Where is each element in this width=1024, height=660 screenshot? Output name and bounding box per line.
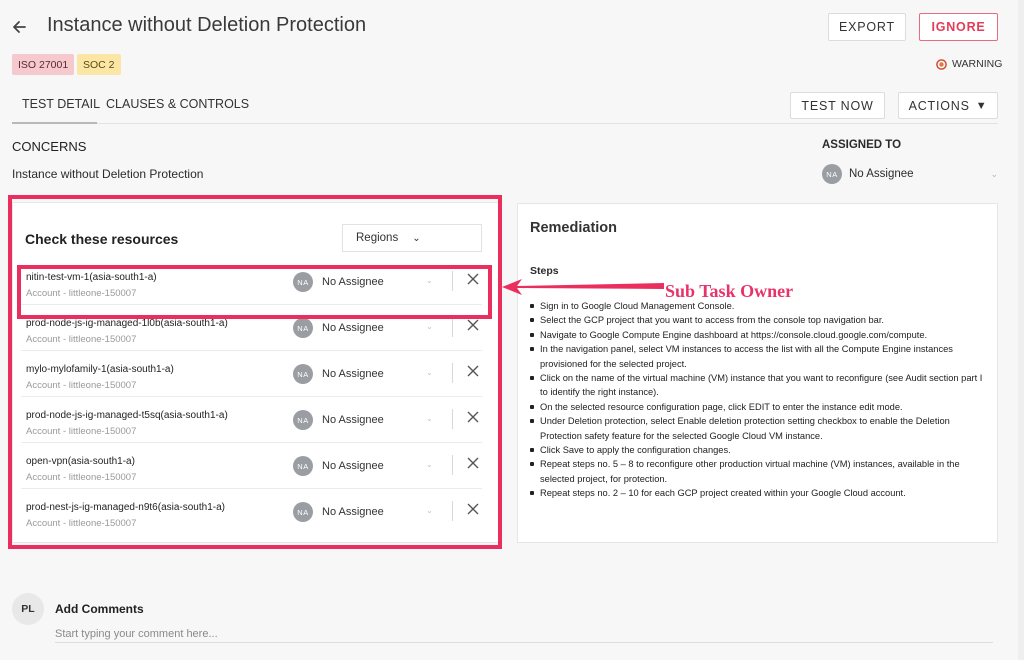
resources-title: Check these resources [25,231,179,247]
resource-account: Account - littleone-150007 [26,334,137,345]
list-item: Under Deletion protection, select Enable deletion protection setting checkbox to enable the Deletion Protection safety feature for the selected Google Cloud VM instance. [528,414,990,443]
severity-indicator [936,58,1002,70]
resource-account: Account - littleone-150007 [26,288,137,299]
annotation-label: Sub Task Owner [665,281,794,301]
highlight-resources-box [8,195,502,549]
scrollbar[interactable] [1018,0,1024,660]
chevron-down-icon: ⌄ [426,414,433,423]
assignee-select[interactable] [822,164,998,184]
avatar: NA [822,164,842,184]
badge-soc-2: SOC 2 [77,54,121,75]
remediation-steps [528,299,990,501]
tab-test-detail[interactable]: TEST DETAIL [22,97,101,111]
chevron-down-icon: ⌄ [426,506,433,515]
severity-label: WARNING [952,58,1003,70]
actions-label: ACTIONS [908,98,970,113]
resource-assignee: No Assignee [322,322,384,334]
resource-assignee: No Assignee [322,460,384,472]
remediation-title: Remediation [530,220,618,236]
export-button[interactable]: EXPORT [828,13,906,41]
caret-down-icon: ▼ [975,99,988,112]
resource-account: Account - littleone-150007 [26,518,137,529]
badge-iso-27001: ISO 27001 [12,54,74,75]
avatar: NA [293,364,313,384]
warning-icon [936,59,947,70]
resource-account: Account - littleone-150007 [26,380,137,391]
add-comments-label: Add Comments [55,602,144,616]
chevron-down-icon: ⌄ [412,232,421,244]
chevron-down-icon: ⌄ [426,322,433,331]
comment-input[interactable] [55,625,993,643]
annotation-arrow-icon [498,275,668,299]
avatar: NA [293,410,313,430]
list-item: Navigate to Google Compute Engine dashboard at https://console.cloud.google.com/compute. [528,328,990,342]
resource-name: prod-nest-js-ig-managed-n9t6(asia-south1-a) [26,502,225,513]
list-item: In the navigation panel, select VM instances to access the list with all the Compute Engine instances provisioned for the selected project. [528,342,990,371]
back-arrow-icon[interactable] [10,16,28,38]
actions-dropdown[interactable] [898,92,998,119]
list-item: Sign in to Google Cloud Management Console. [528,299,990,313]
resource-name: prod-node-js-ig-managed-1l0b(asia-south1-a) [26,318,228,329]
resource-assignee: No Assignee [322,276,384,288]
resource-assignee: No Assignee [322,506,384,518]
resource-account: Account - littleone-150007 [26,472,137,483]
list-item: Repeat steps no. 2 – 10 for each GCP project created within your Google Cloud account. [528,486,990,500]
avatar: NA [293,502,313,522]
user-avatar: PL [12,593,44,625]
resource-assignee: No Assignee [322,414,384,426]
active-tab-indicator [12,122,97,124]
chevron-down-icon: ⌄ [426,276,433,285]
assignee-value: No Assignee [849,168,914,180]
chevron-down-icon: ⌄ [990,168,998,179]
concerns-label: CONCERNS [12,139,87,154]
highlight-first-row-box [17,265,492,319]
list-item: On the selected resource configuration page, click EDIT to enter the instance edit mode. [528,400,990,414]
list-item: Select the GCP project that you want to access from the console top navigation bar. [528,313,990,327]
page-title: Instance without Deletion Protection [47,14,367,36]
list-item: Click Save to apply the configuration changes. [528,443,990,457]
avatar: NA [293,456,313,476]
test-now-button[interactable]: TEST NOW [790,92,885,119]
chevron-down-icon: ⌄ [426,368,433,377]
chevron-down-icon: ⌄ [426,460,433,469]
list-item: Click on the name of the virtual machine (VM) instance that you want to reconfigure (see Audit section part I to identify the right instance). [528,371,990,400]
assigned-to-label: ASSIGNED TO [822,139,902,151]
resource-name: mylo-mylofamily-1(asia-south1-a) [26,364,174,375]
resource-name: prod-node-js-ig-managed-t5sq(asia-south1-a) [26,410,228,421]
steps-label: Steps [530,265,559,277]
ignore-button[interactable]: IGNORE [919,13,998,41]
resource-name: nitin-test-vm-1(asia-south1-a) [26,272,157,283]
tabs-divider [12,123,998,124]
resource-assignee: No Assignee [322,368,384,380]
remediation-panel [517,203,998,543]
resource-account: Account - littleone-150007 [26,426,137,437]
resource-name: open-vpn(asia-south1-a) [26,456,135,467]
concerns-value: Instance without Deletion Protection [12,167,204,181]
regions-label: Regions [356,232,399,244]
avatar: NA [293,272,313,292]
avatar: NA [293,318,313,338]
list-item: Repeat steps no. 5 – 8 to reconfigure other production virtual machine (VM) instances, available in the selected project, for protection. [528,457,990,486]
tab-clauses-controls[interactable]: CLAUSES & CONTROLS [106,97,250,111]
